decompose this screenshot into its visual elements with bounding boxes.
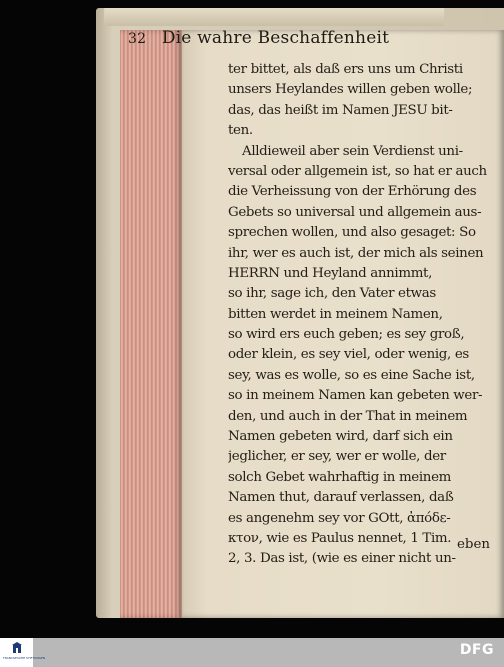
franckesche-stiftungen-icon <box>12 642 22 654</box>
footer-bar <box>0 638 504 667</box>
text-line: sey, was es wolle, so es eine Sache ist, <box>228 367 475 383</box>
text-line: ten. <box>228 123 253 139</box>
text-line: unsers Heylandes willen geben wolle; <box>228 82 473 98</box>
page-number: 32 <box>128 31 147 47</box>
text-line: das, das heißt im Namen JESU bit- <box>228 102 453 118</box>
text-line: sprechen wollen, und also gesaget: So <box>228 225 476 241</box>
text-line: so in meinem Namen kan gebeten wer- <box>228 388 483 404</box>
text-line: Alldieweil aber sein Verdienst uni- <box>242 143 463 159</box>
text-line: solch Gebet wahrhaftig in meinem <box>228 469 451 485</box>
text-line: 2, 3. Das ist, (wie es einer nicht un- <box>228 551 456 567</box>
text-line: so ihr, sage ich, den Vater etwas <box>228 286 436 302</box>
running-header <box>128 28 488 48</box>
text-line: ter bittet, als daß ers uns um Christi <box>228 62 463 77</box>
text-line: es angenehm sey vor GOtt, ἀπόδε- <box>228 510 451 526</box>
catchword: eben <box>456 537 490 552</box>
text-line: oder klein, es sey viel, oder wenig, es <box>228 347 469 363</box>
page-text <box>228 60 488 570</box>
running-head-title: Die wahre Beschaffenheit <box>161 28 390 48</box>
text-line: den, und auch in der That in meinem <box>228 408 468 424</box>
text-line: versal oder allgemein ist, so hat er auch <box>228 163 487 179</box>
text-line: ihr, wer es auch ist, der mich als seinen <box>228 245 484 261</box>
page-edges <box>120 30 182 618</box>
text-line: HERRN und Heyland annimmt, <box>228 265 432 281</box>
logo-text: FRANCKESCHE STIFTUNGEN <box>3 656 46 660</box>
text-line: κτον, wie es Paulus nennet, 1 Tim. <box>228 530 452 546</box>
book-cover-top-edge <box>104 8 445 26</box>
dfg-logo: DFG <box>459 642 494 658</box>
text-line: Namen thut, darauf verlassen, daß <box>228 490 454 506</box>
text-line: die Verheissung von der Erhörung des <box>228 184 477 200</box>
text-line: jeglicher, er sey, wer er wolle, der <box>228 449 446 465</box>
text-line: bitten werdet in meinem Namen, <box>228 306 443 322</box>
text-line: Gebets so universal und allgemein aus- <box>228 204 482 220</box>
text-line: Namen gebeten wird, darf sich ein <box>228 429 453 445</box>
text-line: so wird ers euch geben; es sey groß, <box>228 327 465 343</box>
